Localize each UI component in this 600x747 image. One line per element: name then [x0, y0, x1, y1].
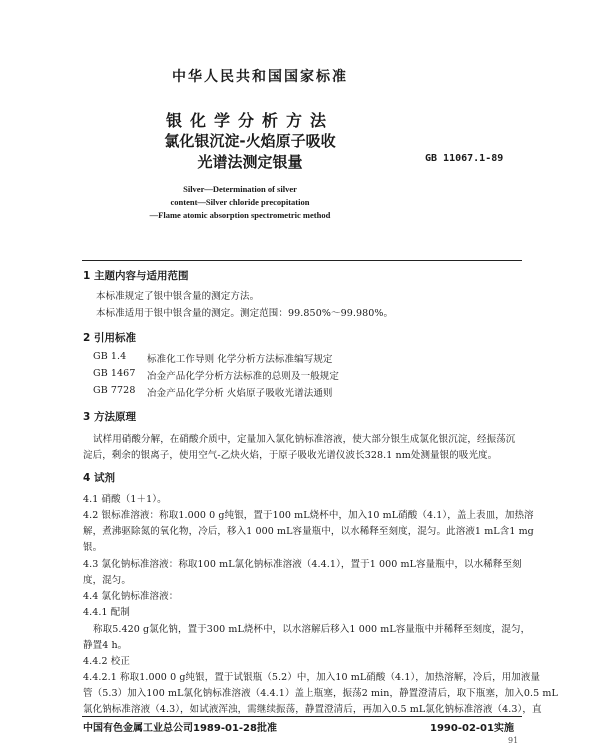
body-line: 度，混匀。: [83, 575, 132, 586]
footer-divider: [82, 716, 522, 717]
body-line: 氯化钠标准溶液（4.3），如试液浑浊，需继续振荡，静置澄清后，再加入0.5 mL氯化钠标准溶液（4.3），直: [83, 704, 542, 715]
english-title-line: —Flame atomic absorption spectrometric method: [149, 210, 331, 220]
reference-title: 冶金产品化学分析 火焰原子吸收光谱法通则: [147, 388, 333, 399]
page-number: 91: [508, 736, 519, 745]
english-title-line: content—Silver chloride precopitation: [170, 197, 310, 207]
body-line: 4.4.1 配制: [83, 607, 130, 618]
national-standard-heading: 中华人民共和国国家标准: [172, 69, 348, 85]
body-line: 本标准适用于银中银含量的测定。测定范围：99.850%～99.980%。: [96, 308, 394, 319]
section-heading-4: 4 试剂: [83, 472, 115, 484]
body-line: 管（5.3）加入100 mL氯化钠标准溶液（4.4.1）盖上瓶塞，振荡2 min，静置澄清后，取下瓶塞，加入0.5 mL: [83, 688, 558, 699]
document-title-line3: 光谱法测定银量: [197, 153, 303, 171]
reference-code: GB 1467: [93, 368, 136, 379]
document-title-line1: 银化学分析方法: [165, 111, 334, 130]
body-line: 试样用硝酸分解，在硝酸介质中，定量加入氯化钠标准溶液，使大部分银生成氯化银沉淀，经振荡沉: [93, 434, 516, 445]
body-line: 淀后，剩余的银离子，使用空气-乙炔火焰，于原子吸收光谱仪波长328.1 nm处测量银的吸光度。: [83, 450, 498, 461]
section-heading-2: 2 引用标准: [83, 332, 136, 344]
body-line: 称取5.420 g氯化钠，置于300 mL烧杯中，以水溶解后移入1 000 mL容量瓶中并稀释至刻度，混匀，: [93, 624, 531, 635]
body-line: 4.4.2.1 称取1.000 0 g纯银，置于试银瓶（5.2）中，加入10 mL硝酸（4.1），加热溶解，冷后，用加液量: [83, 672, 541, 683]
reference-code: GB 7728: [93, 385, 136, 396]
body-line: 4.1 硝酸（1＋1）。: [83, 494, 167, 505]
reference-code: GB 1.4: [93, 351, 127, 362]
standard-number: GB 11067.1-89: [425, 153, 504, 164]
reference-title: 冶金产品化学分析方法标准的总则及一般规定: [147, 371, 340, 382]
body-line: 银。: [83, 542, 103, 553]
body-line: 4.4.2 校正: [83, 656, 130, 667]
reference-title: 标准化工作导则 化学分析方法标准编写规定: [147, 354, 333, 365]
body-line: 静置4 h。: [83, 640, 128, 651]
body-line: 本标准规定了银中银含量的测定方法。: [96, 291, 260, 302]
section-heading-1: 1 主题内容与适用范围: [83, 270, 189, 282]
approval-note: 中国有色金属工业总公司1989-01-28批准: [83, 723, 277, 734]
section-heading-3: 3 方法原理: [83, 411, 136, 423]
body-line: 4.4 氯化钠标准溶液：: [83, 591, 179, 602]
header-divider: [82, 260, 522, 261]
implementation-date: 1990-02-01实施: [430, 723, 514, 734]
body-line: 4.3 氯化钠标准溶液：称取100 mL氯化钠标准溶液（4.4.1），置于1 000 mL容量瓶中，以水稀释至刻: [83, 559, 522, 570]
body-line: 4.2 银标准溶液：称取1.000 0 g纯银，置于100 mL烧杯中，加入10 mL硝酸（4.1），盖上表皿，加热溶: [83, 510, 534, 521]
document-title-line2: 氯化银沉淀-火焰原子吸收: [164, 132, 336, 150]
english-title-line: Silver—Determination of silver: [183, 184, 297, 194]
body-line: 解，煮沸驱除氮的氧化物，冷后，移入1 000 mL容量瓶中，以水稀释至刻度，混匀。此溶液1 mL含1 mg: [83, 526, 534, 537]
